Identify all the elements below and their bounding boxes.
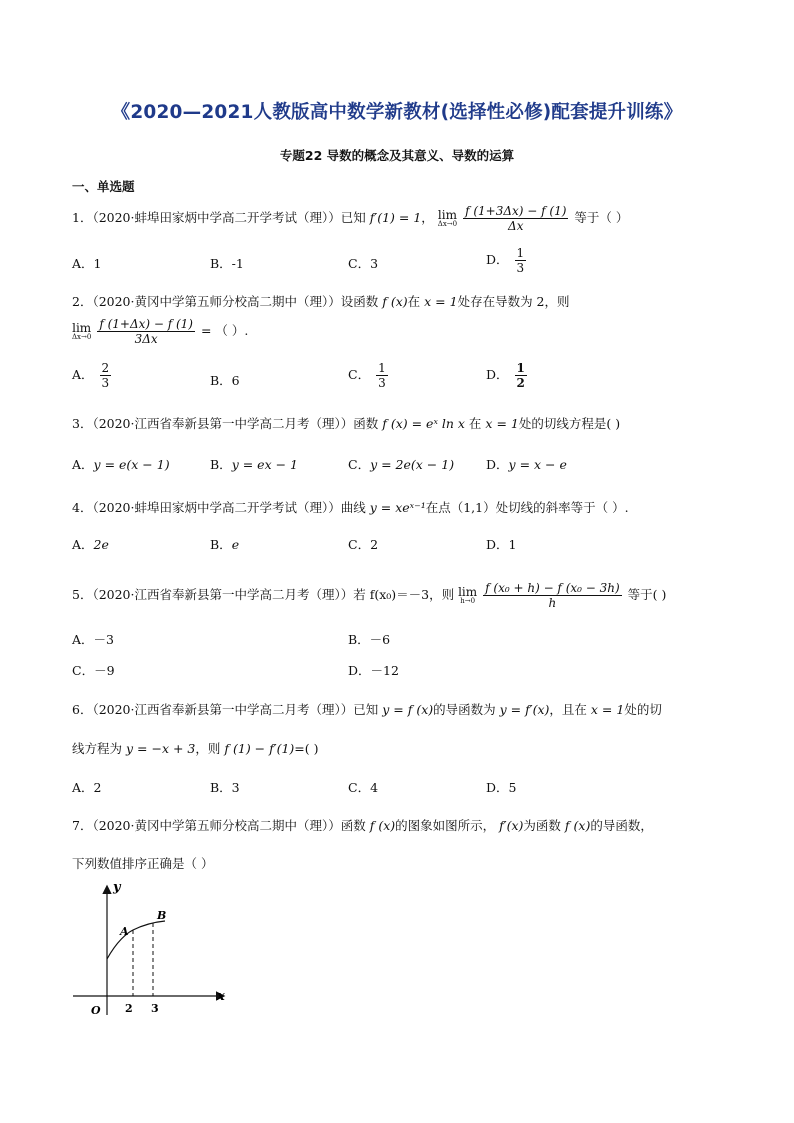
q3-option-d (486, 459, 567, 472)
q1-option-d-fraction (515, 247, 527, 274)
function-graph-figure (65, 875, 245, 1025)
q6-option-d: D．5 (486, 780, 517, 795)
q3-function: f (x) = eˣ ln x (382, 416, 465, 431)
question-3-stem (72, 418, 620, 431)
q2-lim-sub: Δx→0 (72, 333, 92, 341)
q3-option-a (72, 459, 170, 472)
q7-mid2: 为函数 (523, 818, 561, 833)
q3-a-label: A． (72, 457, 94, 472)
q3-prefix: 3．（2020·江西省奉新县第一中学高二月考（理））函数 (72, 416, 379, 431)
question-2-stem-line2 (72, 318, 248, 345)
q4-b-label: B． (210, 537, 232, 552)
section-heading: 一、单选题 (72, 179, 135, 194)
q7-f1: f (x) (369, 818, 396, 833)
q1-option-a: A．1 (72, 256, 102, 271)
q4-prefix: 4．（2020·蚌埠田家炳中学高二开学考试（理））曲线 (72, 500, 366, 515)
q6-prefix: 6．（2020·江西省奉新县第一中学高二月考（理））已知 (72, 702, 379, 717)
q2-option-a-label: A． (72, 367, 94, 382)
q3-b-expr: y = ex − 1 (231, 457, 298, 472)
q1-fraction (463, 205, 568, 232)
q5-tail: 等于( ) (627, 587, 667, 602)
q1-numerator: f (1+3Δx) − f (1) (465, 204, 567, 218)
question-5-stem (72, 582, 666, 609)
q4-a-label: A． (72, 537, 94, 552)
q5-numerator: f (x₀ + h) − f (x₀ − 3h) (485, 581, 620, 595)
q2-option-b: B．6 (210, 373, 240, 388)
q5-lim-sub: h→0 (460, 597, 476, 605)
q6-expr: f (1) − f′(1) (224, 741, 295, 756)
page-title: 《2020—2021人教版高中数学新教材(选择性必修)配套提升训练》 (111, 102, 683, 123)
q6-mid2: ，且在 (549, 702, 587, 717)
q7-f3: f (x) (564, 818, 591, 833)
q1-option-b: B．-1 (210, 256, 244, 271)
q1-lim (438, 209, 457, 228)
q3-tail: 处的切线方程是( ) (518, 416, 621, 431)
q4-curve: y = xeˣ⁻¹ (369, 500, 426, 515)
q3-option-c (348, 459, 454, 472)
q6-option-a: A．2 (72, 780, 102, 795)
q2-option-a (72, 362, 113, 389)
q5-lim-word: lim (458, 585, 478, 599)
q1-option-d (486, 247, 528, 274)
q1-d-num: 1 (516, 246, 525, 260)
q1-option-c: C．3 (348, 256, 379, 271)
q2-lim-word: lim (72, 321, 92, 335)
q7-f2: f′(x) (499, 818, 524, 833)
y-axis-label: y (113, 880, 121, 895)
q2-line1: 2．（2020·黄冈中学第五师分校高二期中（理））设函数 (72, 294, 379, 309)
q7-mid1: 的图象如图所示， (395, 818, 496, 833)
q2-option-c-label: C． (348, 367, 371, 382)
q1-suffix: 等于（ ） (574, 210, 629, 225)
q2-option-a-fraction (100, 362, 112, 389)
q6-line2-tail: =( ) (294, 741, 319, 756)
q2-fx: f (x) (382, 294, 408, 309)
q2-mid: 在 (407, 294, 421, 309)
q4-option-d: D．1 (486, 537, 517, 552)
q6-mid1: 的导函数为 (433, 702, 496, 717)
q6-option-b: B．3 (210, 780, 240, 795)
q3-c-expr: y = 2e(x − 1) (370, 457, 455, 472)
q3-a-expr: y = e(x − 1) (93, 457, 170, 472)
q4-a-expr: 2e (93, 537, 109, 552)
q5-denominator: h (483, 595, 622, 609)
q7-prefix: 7．（2020·黄冈中学第五师分校高二期中（理））函数 (72, 818, 366, 833)
q3-option-b (210, 459, 298, 472)
q1-condition: f′(1) = 1 (369, 210, 422, 225)
q4-option-a (72, 539, 109, 552)
q1-lim-word: lim (437, 208, 457, 222)
q4-b-expr: e (231, 537, 240, 552)
q3-c-label: C． (348, 457, 371, 472)
q5-option-c: C．－9 (72, 663, 115, 678)
q2-c-den: 3 (378, 376, 386, 390)
q6-point: x = 1 (590, 702, 625, 717)
q5-lim (458, 586, 477, 605)
q3-d-expr: y = x − e (508, 457, 567, 472)
q2-lim (72, 322, 91, 341)
origin-label: O (91, 1004, 101, 1017)
question-7-stem-line2: 下列数值排序正确是（ ） (72, 856, 214, 871)
q6-option-c: C．4 (348, 780, 379, 795)
curve (107, 921, 165, 959)
q2-option-d (486, 362, 529, 389)
q6-tangent: y = −x + 3 (126, 741, 196, 756)
question-7-stem-line1 (72, 820, 653, 833)
q1-option-d-label: D． (486, 252, 509, 267)
q2-d-den: 2 (516, 376, 525, 390)
q5-option-d: D．－12 (348, 663, 399, 678)
q6-f2: y = f′(x) (499, 702, 550, 717)
subtitle: 专题22 导数的概念及其意义、导数的运算 (279, 148, 515, 163)
q1-sep: ， (421, 210, 434, 225)
q3-point: x = 1 (485, 416, 519, 431)
q6-tail: 处的切 (624, 702, 662, 717)
q1-lim-sub: Δx→0 (437, 220, 458, 228)
q2-fraction (97, 318, 195, 345)
tick-3-label: 3 (151, 1002, 159, 1015)
question-1-stem (72, 205, 628, 232)
q2-a-den: 3 (101, 376, 110, 390)
q2-eq: = （ ）. (200, 323, 249, 338)
q4-option-b (210, 539, 239, 552)
tick-2-label: 2 (125, 1002, 133, 1015)
q2-option-c (348, 362, 390, 389)
q6-f1: y = f (x) (382, 702, 434, 717)
x-axis-label: x (217, 989, 225, 1004)
point-a-label: A (120, 925, 129, 938)
q4-option-c: C．2 (348, 537, 379, 552)
q1-prefix: 1．（2020·蚌埠田家炳中学高二开学考试（理））已知 (72, 210, 366, 225)
q4-tail: 在点（1,1）处切线的斜率等于（ ）. (425, 500, 629, 515)
q2-point: x = 1 (424, 294, 458, 309)
q2-tail: 处存在导数为 2，则 (457, 294, 570, 309)
q3-b-label: B． (210, 457, 232, 472)
q5-option-b: B．－6 (348, 632, 391, 647)
q5-prefix: 5．（2020·江西省奉新县第一中学高二月考（理））若 f(x₀)＝－3，则 (72, 587, 455, 602)
q2-option-c-fraction (376, 362, 388, 389)
question-6-stem-line1 (72, 704, 662, 717)
q1-d-den: 3 (516, 261, 525, 275)
q2-option-d-label: D． (486, 367, 509, 382)
q6-line2-mid: ，则 (195, 741, 221, 756)
q2-option-d-fraction (515, 362, 527, 389)
q3-d-label: D． (486, 457, 509, 472)
question-2-stem-line1 (72, 296, 570, 309)
q2-d-num: 1 (516, 361, 525, 375)
q2-c-num: 1 (378, 361, 386, 375)
q1-denominator: Δx (463, 218, 568, 232)
q3-mid: 在 (468, 416, 482, 431)
q2-numerator: f (1+Δx) − f (1) (99, 317, 193, 331)
q5-fraction (483, 582, 622, 609)
q6-line2-prefix: 线方程为 (72, 741, 123, 756)
question-6-stem-line2 (72, 743, 319, 756)
q5-option-a: A．－3 (72, 632, 114, 647)
q2-a-num: 2 (101, 361, 110, 375)
q7-tail: 的导函数， (590, 818, 653, 833)
q2-denominator: 3Δx (97, 331, 195, 345)
question-4-stem (72, 502, 629, 515)
point-b-label: B (157, 909, 167, 922)
